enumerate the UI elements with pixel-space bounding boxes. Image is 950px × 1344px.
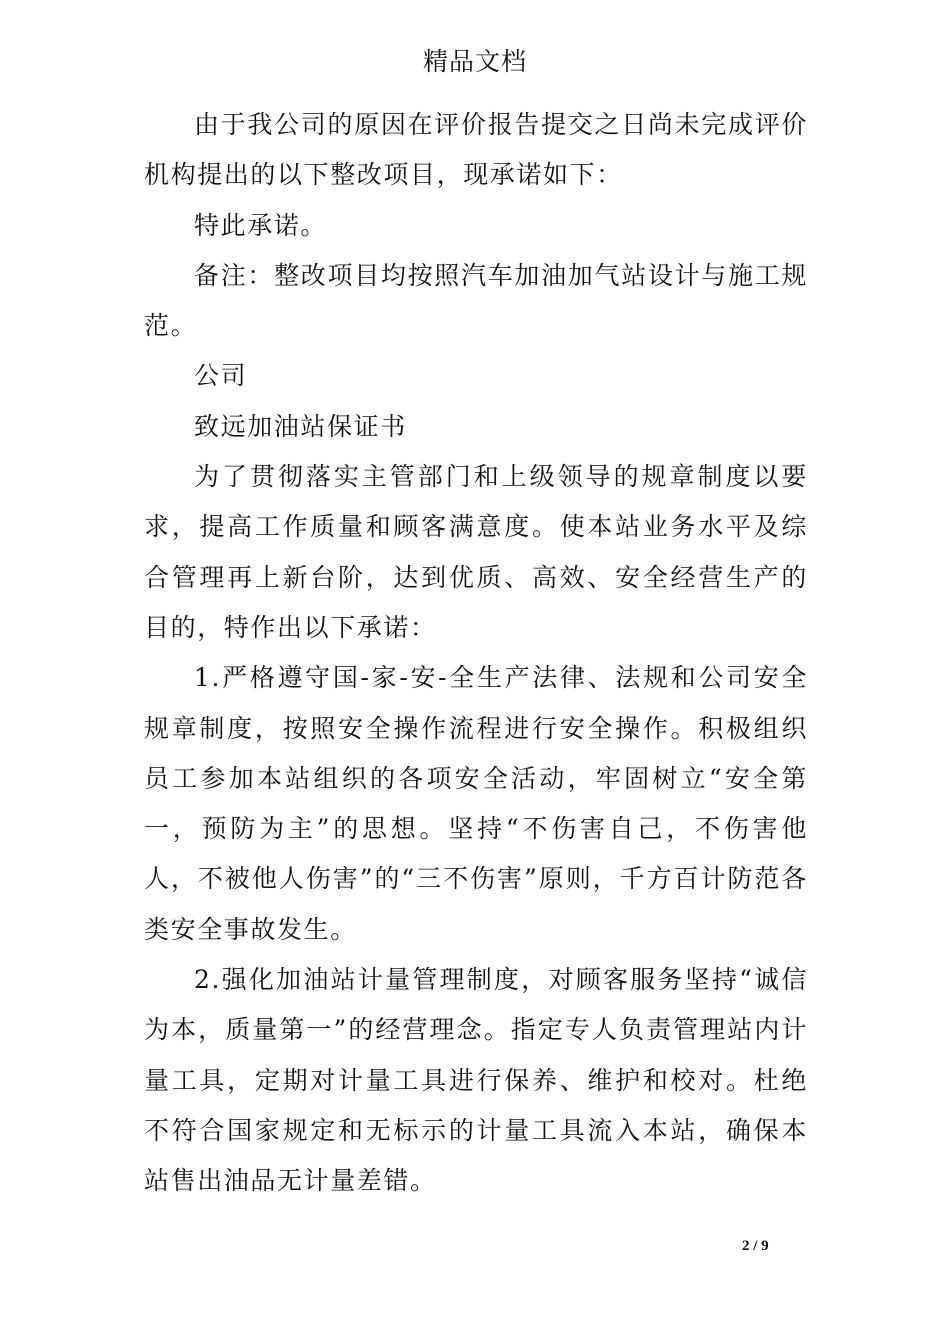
paragraph-hereby-commit: 特此承诺。 [194, 210, 328, 240]
document-header: 精品文档 [422, 47, 527, 76]
paragraph-company: 公司 [194, 361, 248, 391]
paragraph-guarantee-title: 致远加油站保证书 [194, 411, 407, 441]
page-number: 2 / 9 [742, 1238, 769, 1254]
paragraph-remark: 备注：整改项目均按照汽车加油加气站设计与施工规范。 [144, 260, 808, 341]
paragraph-item-1-safety: 1.严格遵守国-家-安-全生产法律、法规和公司安全规章制度，按照安全操作流程进行安全操作。积极组织员工参加本站组织的各项安全活动，牢固树立“安全第一，预防为主”的思想。坚持“不伤害自己，不伤害他人，不被他人伤害”的“三不伤害”原则，千方百计防范各类安全事故发生。 [144, 663, 808, 944]
paragraph-item-2-metering: 2.强化加油站计量管理制度，对顾客服务坚持“诚信为本，质量第一”的经营理念。指定专人负责管理站内计量工具，定期对计量工具进行保养、维护和校对。杜绝不符合国家规定和无标示的计量工具流入本站，确保本站售出油品无计量差错。 [144, 965, 808, 1196]
paragraph-commitment-intro: 由于我公司的原因在评价报告提交之日尚未完成评价机构提出的以下整改项目，现承诺如下： [144, 110, 808, 190]
document-body [144, 100, 808, 1207]
paragraph-purpose: 为了贯彻落实主管部门和上级领导的规章制度以要求，提高工作质量和顾客满意度。使本站业务水平及综合管理再上新台阶，达到优质、高效、安全经营生产的目的，特作出以下承诺： [144, 462, 808, 642]
